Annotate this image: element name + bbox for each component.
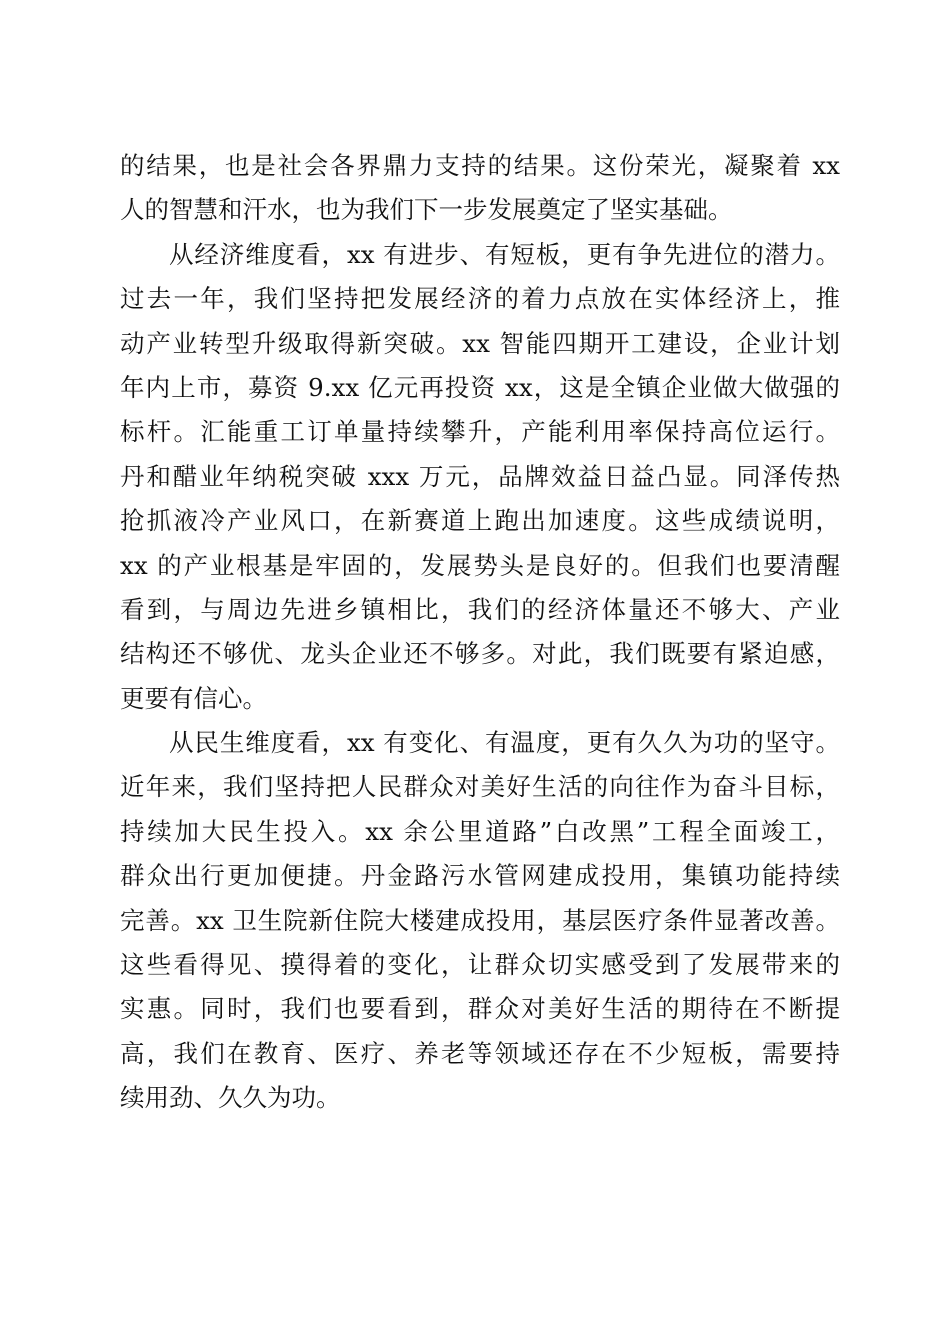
- text-line: 标杆。汇能重工订单量持续攀升，产能利用率保持高位运行。: [120, 417, 840, 447]
- text-line: 持续加大民生投入。xx 余公里道路”白改黑”工程全面竣工，: [120, 816, 840, 846]
- text-line: 完善。xx 卫生院新住院大楼建成投用，基层医疗条件显著改善。: [120, 905, 840, 935]
- paragraph-first-line: 从民生维度看，xx 有变化、有温度，更有久久为功的坚守。: [169, 728, 840, 758]
- text-line: 实惠。同时，我们也要看到，群众对美好生活的期待在不断提: [120, 994, 840, 1024]
- text-line: 抢抓液冷产业风口，在新赛道上跑出加速度。这些成绩说明，: [120, 506, 840, 536]
- text-line: xx 的产业根基是牢固的，发展势头是良好的。但我们也要清醒: [120, 550, 840, 580]
- text-line: 续用劲、久久为功。: [120, 1083, 341, 1113]
- text-line: 这些看得见、摸得着的变化，让群众切实感受到了发展带来的: [120, 950, 840, 980]
- text-line: 动产业转型升级取得新突破。xx 智能四期开工建设，企业计划: [120, 328, 840, 358]
- text-line: 高，我们在教育、医疗、养老等领域还存在不少短板，需要持: [120, 1038, 840, 1068]
- paragraph-first-line: 从经济维度看，xx 有进步、有短板，更有争先进位的潜力。: [169, 239, 840, 269]
- text-line: 看到，与周边先进乡镇相比，我们的经济体量还不够大、产业: [120, 594, 840, 624]
- text-line: 年内上市，募资 9.xx 亿元再投资 xx，这是全镇企业做大做强的: [120, 372, 840, 402]
- text-line: 的结果，也是社会各界鼎力支持的结果。这份荣光，凝聚着 xx: [120, 151, 840, 180]
- text-line: 近年来，我们坚持把人民群众对美好生活的向往作为奋斗目标，: [120, 772, 840, 802]
- text-line: 群众出行更加便捷。丹金路污水管网建成投用，集镇功能持续: [120, 861, 840, 891]
- text-line: 人的智慧和汗水，也为我们下一步发展奠定了坚实基础。: [120, 195, 733, 225]
- text-line: 结构还不够优、龙头企业还不够多。对此，我们既要有紧迫感，: [120, 639, 840, 669]
- body-text: [120, 144, 840, 1121]
- text-line: 丹和醋业年纳税突破 xxx 万元，品牌效益日益凸显。同泽传热: [120, 461, 840, 491]
- text-line: 过去一年，我们坚持把发展经济的着力点放在实体经济上，推: [120, 284, 840, 314]
- text-line: 更要有信心。: [120, 683, 267, 713]
